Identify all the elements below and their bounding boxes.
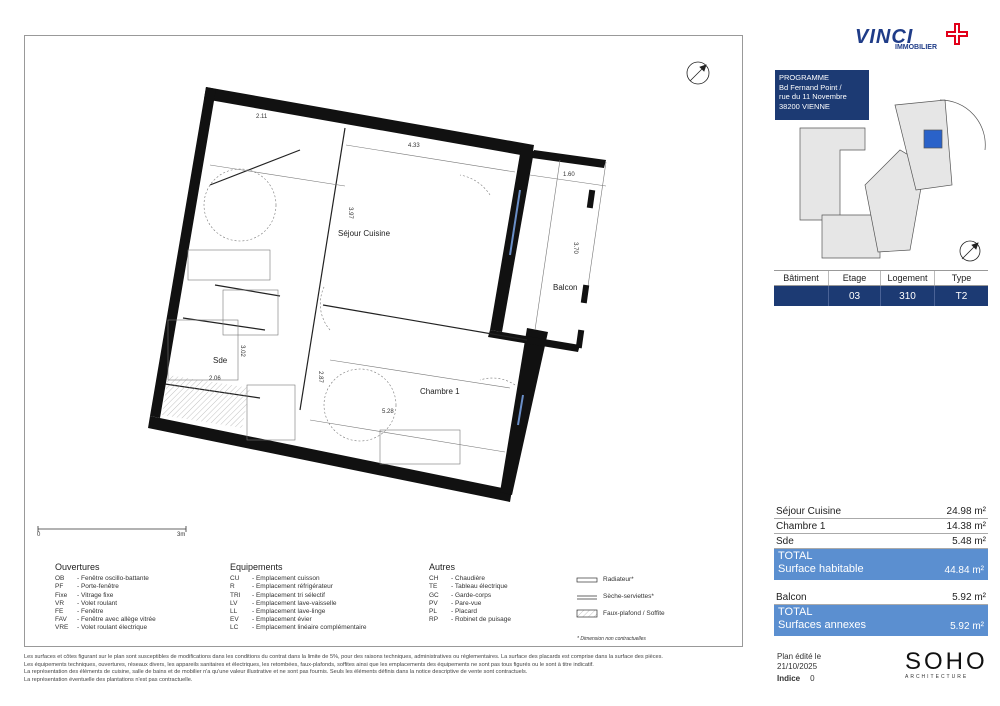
legend-text: - Fenêtre oscillo-battante <box>77 575 149 583</box>
soho-logo <box>905 648 990 680</box>
disclaimer-line: Les équipements techniques, ouvertures, réseaux divers, les appareils sanitaires et électriques, les retombées, faux-plafonds, soffites ainsi que les emplacements des équipements ne sont pas tous figurés ou le sont à titre indicatif. <box>24 661 594 668</box>
header-logement: Logement <box>881 271 935 285</box>
legend-code: CH <box>429 575 439 583</box>
legend-text: - Emplacement réfrigérateur <box>252 583 333 591</box>
area-label: Séjour Cuisine <box>776 505 842 517</box>
annex-row <box>774 590 988 605</box>
dim-287: 2.87 <box>316 371 323 383</box>
area-value: 24.98 m² <box>946 505 986 517</box>
value-type: T2 <box>955 290 968 302</box>
programme-box <box>775 70 869 120</box>
area-value: 14.38 m² <box>946 520 986 532</box>
annex-label: Balcon <box>776 591 807 603</box>
legend-title: Ouvertures <box>55 562 100 572</box>
programme-title: PROGRAMME <box>779 73 830 82</box>
legend-title: Autres <box>429 562 456 572</box>
total-value: 44.84 m² <box>944 565 984 576</box>
legend-code: EV <box>230 616 239 624</box>
legend-note <box>577 635 646 643</box>
surface-table <box>774 504 988 636</box>
total-annexes <box>774 605 988 636</box>
scale-start: 0 <box>37 532 41 538</box>
dim-302: 3.02 <box>238 345 245 357</box>
legend-seche: Sèche-serviettes* <box>603 593 654 600</box>
legend-text: - Emplacement tri sélectif <box>252 591 325 599</box>
north-arrow-icon <box>687 62 709 84</box>
legend-code: TE <box>429 583 438 591</box>
value-logement: 310 <box>881 286 935 306</box>
legend-code: PF <box>55 583 64 591</box>
legend-text: - Emplacement cuisson <box>252 575 320 583</box>
legend-code: OB <box>55 575 65 583</box>
brand-sub: IMMOBILIER <box>895 44 937 51</box>
disclaimer-line: Les surfaces et côtes figurant sur le plan sont susceptibles de modifications dans les conditions du contrat dans la limite de 5%, pour des raisons techniques, administratives ou réglementaires. La surface des placards est comprise dans la surface des pièces. <box>24 654 663 660</box>
value-batiment <box>774 286 829 306</box>
key-plan <box>800 100 952 258</box>
legend-code: PL <box>429 608 437 616</box>
annex-value: 5.92 m² <box>952 591 986 603</box>
legend-radiateur: Radiateur* <box>603 576 634 583</box>
room-label-chambre: Chambre 1 <box>420 387 460 396</box>
indice-value: 0 <box>810 674 815 683</box>
header-etage: Etage <box>829 271 881 285</box>
legend-code: FAV <box>55 616 67 624</box>
legend-code: Fixe <box>55 591 68 599</box>
legend-code: GC <box>429 591 439 599</box>
legend-text: - Fenêtre avec allège vitrée <box>77 616 156 624</box>
dim-528: 5.28 <box>382 409 394 415</box>
legend-text: - Tableau électrique <box>451 583 508 591</box>
legend-note-text: * Dimension non contractuelles <box>577 636 646 642</box>
programme-line1: Bd Fernand Point / <box>779 82 842 92</box>
legend-code: VRE <box>55 624 69 632</box>
area-row <box>774 519 988 534</box>
room-label-sde: Sde <box>213 356 228 365</box>
plan-edit-info <box>777 652 821 671</box>
total-annex-value: 5.92 m² <box>950 621 984 632</box>
legend-text: - Emplacement lave-vaisselle <box>252 599 337 607</box>
outer-walls <box>148 87 606 502</box>
brand-name: VINCI <box>855 26 914 48</box>
legend-code: RP <box>429 616 439 624</box>
programme-line2: rue du 11 Novembre <box>779 92 847 101</box>
legend-code: CU <box>230 575 240 583</box>
dim-211: 2.11 <box>256 114 268 120</box>
value-etage: 03 <box>829 286 881 306</box>
dim-397: 3.97 <box>346 207 353 219</box>
disclaimer-line: La représentation éventuelle des plantations n'est pas contractuelle. <box>24 676 193 683</box>
indice <box>777 674 815 683</box>
area-label: Chambre 1 <box>776 520 826 532</box>
total-annex-sublabel: Surfaces annexes <box>778 619 867 631</box>
indice-label: Indice <box>777 674 801 683</box>
legend-symbols-3 <box>603 610 665 618</box>
plan-edit-date: 21/10/2025 <box>777 661 818 671</box>
disclaimer-line: La représentation des éléments de cuisine, salle de bains et de mobilier n'a qu'une valeur illustrative et ne sont pas fournis. Seuls les éléments définis dans la notice descriptive de vente sont contractuels. <box>24 669 528 676</box>
total-habitable <box>774 549 988 580</box>
legend-equipements <box>230 563 367 633</box>
room-label-sejour: Séjour Cuisine <box>338 229 391 238</box>
total-annex-label: TOTAL <box>778 606 813 618</box>
vinci-logo <box>855 22 970 52</box>
area-value: 5.48 m² <box>952 535 986 547</box>
legend-ouvertures <box>55 563 156 633</box>
legend-text: - Emplacement lave-linge <box>252 608 326 616</box>
legend-code: LL <box>230 608 238 616</box>
vinci-cross-icon <box>945 22 969 46</box>
legend-code: R <box>230 583 235 591</box>
programme-line3: 38200 VIENNE <box>779 101 830 111</box>
legend-faux: Faux-plafond / Soffite <box>603 610 665 617</box>
architect-name: SOHO <box>905 648 988 675</box>
legend-title: Equipements <box>230 562 283 572</box>
total-label: TOTAL <box>778 550 813 562</box>
area-label: Sde <box>776 535 794 547</box>
legend-symbols-2 <box>603 593 654 601</box>
logement-info-table <box>774 270 988 306</box>
dim-160: 1.60 <box>563 172 575 178</box>
dim-433: 4.33 <box>408 143 420 149</box>
legend-text: - Volet roulant <box>77 599 118 607</box>
scale-end: 3m <box>177 532 186 538</box>
legend-text: - Porte-fenêtre <box>77 583 119 591</box>
interior-walls <box>165 128 527 410</box>
legend-code: PV <box>429 599 438 607</box>
legend-text: - Placard <box>451 608 478 616</box>
legend-text: - Pare-vue <box>451 599 482 607</box>
header-batiment: Bâtiment <box>774 271 829 285</box>
legend-text: - Robinet de puisage <box>451 616 511 624</box>
legend-text: - Emplacement linéaire complémentaire <box>252 624 367 632</box>
legend-autres <box>429 563 511 624</box>
legend-code: LC <box>230 624 239 632</box>
dim-206: 2.06 <box>209 376 221 382</box>
area-row <box>774 504 988 519</box>
total-sublabel: Surface habitable <box>778 563 864 575</box>
legend-text: - Emplacement évier <box>252 616 312 624</box>
legend-text: - Fenêtre <box>77 608 104 616</box>
north-arrow-small-icon <box>960 241 980 261</box>
legend-text: - Vitrage fixe <box>77 591 114 599</box>
legend-code: TRI <box>230 591 241 599</box>
area-row <box>774 534 988 549</box>
dim-370: 3.70 <box>571 242 578 254</box>
legend-code: LV <box>230 599 238 607</box>
disclaimer <box>24 654 754 684</box>
header-type: Type <box>951 273 972 283</box>
architect-sub: ARCHITECTURE <box>905 674 969 680</box>
legend-text: - Chaudière <box>451 575 485 583</box>
legend-symbols <box>603 576 634 584</box>
plan-edit-label: Plan édité le <box>777 652 822 661</box>
legend-text: - Volet roulant électrique <box>77 624 148 632</box>
legend-code: FE <box>55 608 64 616</box>
room-label-balcon: Balcon <box>553 283 578 292</box>
legend-text: - Garde-corps <box>451 591 492 599</box>
legend-code: VR <box>55 599 65 607</box>
